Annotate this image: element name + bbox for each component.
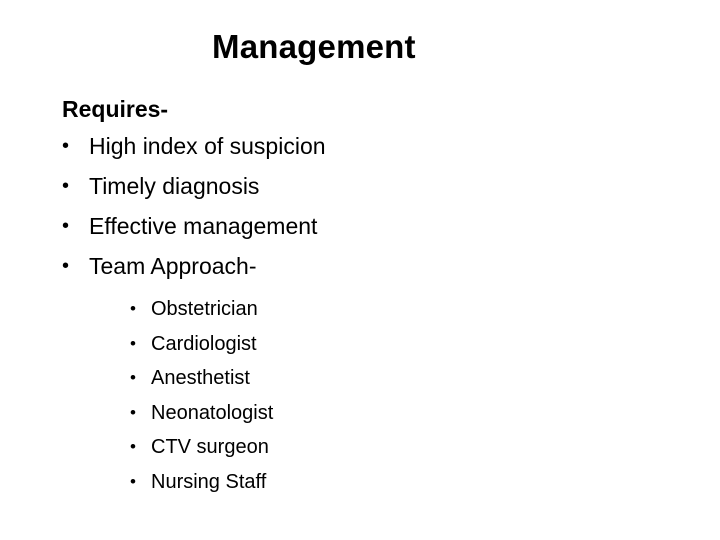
sub-list-item-text: Cardiologist	[151, 332, 257, 355]
main-list-item	[62, 206, 326, 246]
sub-list-item	[130, 361, 273, 396]
main-list-item-text: High index of suspicion	[89, 133, 326, 159]
sub-list-item-text: Nursing Staff	[151, 470, 267, 493]
bullet-icon: •	[130, 333, 136, 353]
main-list-item	[62, 166, 326, 206]
sub-list-item-text: CTV surgeon	[151, 436, 269, 459]
bullet-icon: •	[130, 402, 136, 422]
main-list-item	[62, 246, 326, 286]
bullet-icon: •	[130, 368, 136, 388]
bullet-icon: •	[62, 215, 70, 237]
bullet-icon: •	[62, 255, 70, 277]
sub-list-item-text: Neonatologist	[151, 401, 274, 424]
main-list-item-text: Timely diagnosis	[89, 173, 260, 199]
sub-list-item-text: Obstetrician	[151, 298, 258, 320]
slide-content	[62, 92, 326, 286]
sub-list-item	[130, 327, 273, 362]
slide-title: Management	[212, 28, 416, 65]
main-list-item	[62, 126, 326, 166]
bullet-icon: •	[130, 471, 136, 491]
bullet-icon: •	[62, 135, 70, 157]
requires-heading: Requires-	[62, 96, 169, 122]
main-bullet-list	[62, 126, 326, 286]
main-list-item-text: Team Approach-	[89, 253, 257, 279]
sub-bullet-list	[130, 292, 273, 500]
sub-list-item	[130, 396, 273, 431]
sub-list-item	[130, 465, 273, 500]
sub-list-item-text: Anesthetist	[151, 367, 250, 390]
bullet-icon: •	[130, 299, 136, 318]
sub-list-item	[130, 292, 273, 327]
bullet-icon: •	[130, 437, 136, 457]
bullet-icon: •	[62, 175, 70, 197]
sub-list-item	[130, 430, 273, 465]
main-list-item-text: Effective management	[89, 213, 318, 239]
